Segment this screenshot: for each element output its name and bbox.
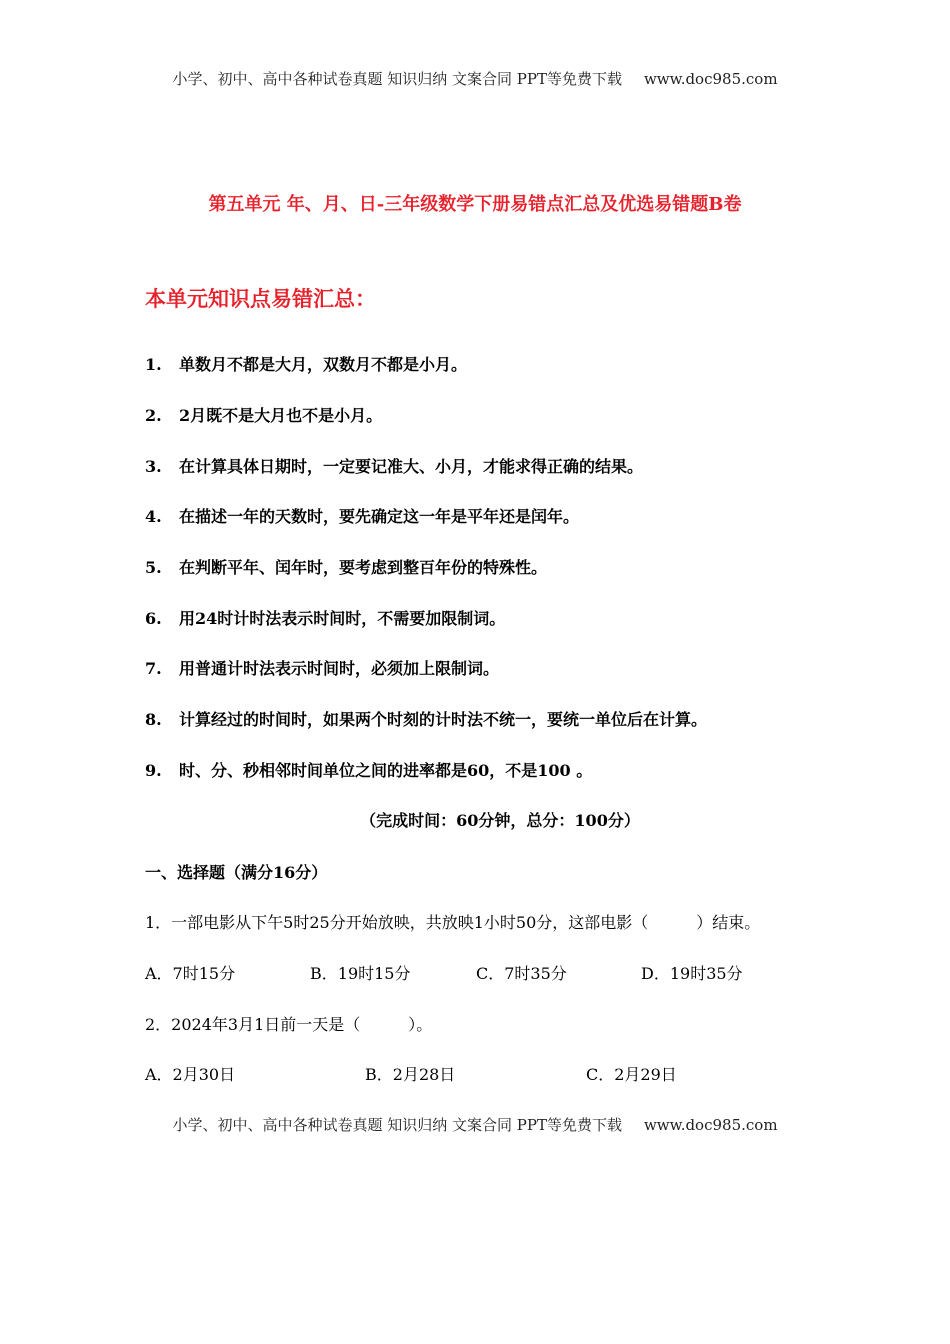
- point-number: 1.: [145, 355, 162, 374]
- q1-option-a[interactable]: A．7时15分: [145, 964, 236, 983]
- knowledge-point: [145, 555, 547, 578]
- knowledge-point: [145, 454, 643, 477]
- point-number: 5.: [145, 558, 162, 577]
- page-footer: [0, 1114, 950, 1135]
- header-text: 小学、初中、高中各种试卷真题 知识归纳 文案合同 PPT等免费下载: [172, 70, 622, 88]
- question-2: 2．2024年3月1日前一天是（ ）。: [145, 1015, 433, 1034]
- knowledge-point: [145, 403, 382, 426]
- knowledge-point: [145, 758, 592, 781]
- knowledge-point: [145, 606, 505, 629]
- point-text: 计算经过的时间时，如果两个时刻的计时法不统一，要统一单位后在计算。: [179, 710, 708, 729]
- q1-option-c[interactable]: C．7时35分: [476, 964, 567, 983]
- knowledge-point: [145, 352, 467, 375]
- q1-option-d[interactable]: D．19时35分: [641, 964, 743, 983]
- page-header: [0, 68, 950, 89]
- point-number: 6.: [145, 609, 162, 628]
- q1-option-b[interactable]: B．19时15分: [310, 964, 411, 983]
- point-text: 在描述一年的天数时，要先确定这一年是平年还是闰年。: [179, 507, 580, 526]
- question-1: 1．一部电影从下午5时25分开始放映，共放映1小时50分，这部电影（ ）结束。: [145, 913, 761, 932]
- knowledge-point: [145, 656, 499, 679]
- point-text: 2月既不是大月也不是小月。: [179, 406, 383, 425]
- document-title: 第五单元 年、月、日-三年级数学下册易错点汇总及优选易错题B卷: [208, 194, 742, 215]
- header-url-link[interactable]: www.doc985.com: [643, 70, 778, 88]
- q2-option-b[interactable]: B．2月28日: [365, 1065, 456, 1084]
- section-title: 一、选择题（满分16分）: [145, 863, 328, 882]
- knowledge-point: [145, 504, 579, 527]
- q2-option-a[interactable]: A．2月30日: [145, 1065, 236, 1084]
- point-text: 用24时计时法表示时间时，不需要加限制词。: [179, 609, 506, 628]
- footer-url-link[interactable]: www.doc985.com: [643, 1116, 778, 1134]
- point-number: 2.: [145, 406, 162, 425]
- point-number: 7.: [145, 659, 162, 678]
- time-note: （完成时间：60分钟，总分：100分）: [360, 811, 640, 830]
- point-number: 8.: [145, 710, 162, 729]
- footer-text: 小学、初中、高中各种试卷真题 知识归纳 文案合同 PPT等免费下载: [172, 1116, 622, 1134]
- summary-heading: 本单元知识点易错汇总：: [145, 286, 376, 311]
- knowledge-point: [145, 707, 707, 730]
- point-text: 在计算具体日期时，一定要记准大、小月，才能求得正确的结果。: [179, 457, 644, 476]
- point-number: 3.: [145, 457, 162, 476]
- point-number: 4.: [145, 507, 162, 526]
- point-text: 在判断平年、闰年时，要考虑到整百年份的特殊性。: [179, 558, 548, 577]
- point-text: 时、分、秒相邻时间单位之间的进率都是60，不是100 。: [179, 761, 593, 780]
- point-text: 单数月不都是大月，双数月不都是小月。: [179, 355, 468, 374]
- point-number: 9.: [145, 761, 162, 780]
- q2-option-c[interactable]: C．2月29日: [586, 1065, 677, 1084]
- point-text: 用普通计时法表示时间时，必须加上限制词。: [179, 659, 500, 678]
